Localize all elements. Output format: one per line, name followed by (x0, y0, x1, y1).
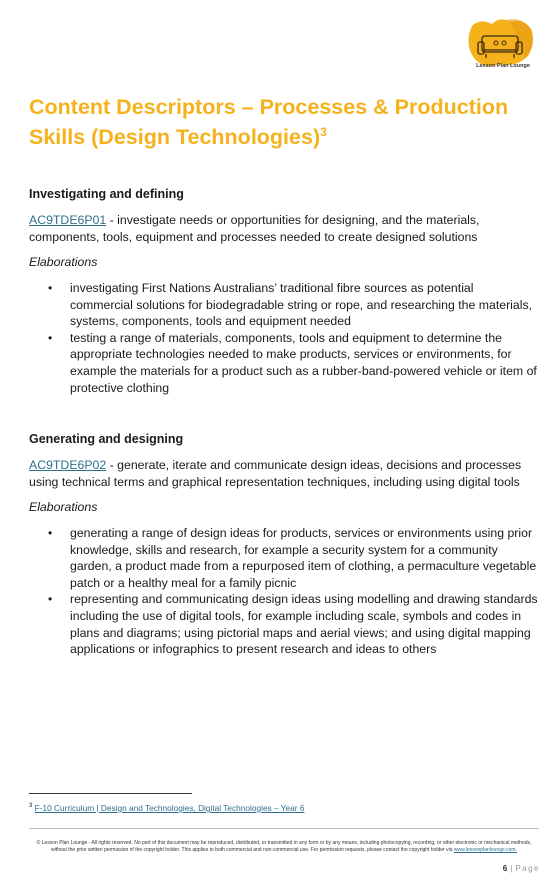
section-heading-investigating: Investigating and defining (29, 187, 184, 201)
elaborations-label: Elaborations (29, 255, 98, 269)
logo-text: Lesson Plan Lounge (476, 63, 530, 69)
list-item: • investigating First Nations Australians’ traditional fibre sources as potential commercial solutions for biodegradable string or rope, and researching the materials, systems, components, tools and equipment needed (29, 280, 539, 330)
page-separator: | (510, 864, 513, 873)
descriptor-text: - generate, iterate and communicate design ideas, decisions and processes using technical terms and graphical representation techniques, including using digital tools (29, 458, 522, 489)
footnote (29, 803, 304, 813)
footnote-divider (29, 793, 192, 794)
footnote-number: 3 (29, 803, 33, 810)
page-label: Page (515, 864, 540, 873)
elaborations-list (29, 280, 539, 396)
copyright-notice (29, 840, 539, 854)
list-item: • testing a range of materials, components, tools and equipment to determine the appropriate technologies needed to make products, services or environments, for example the materials for a product such as a rubber-band-powered vehicle or item of protective clothing (29, 330, 539, 396)
page-number (480, 864, 540, 873)
section-heading-generating: Generating and designing (29, 432, 184, 446)
page-number-value: 6 (502, 864, 508, 873)
elaborations-label: Elaborations (29, 500, 98, 514)
descriptor-generating (29, 457, 539, 491)
descriptor-code-link[interactable]: AC9TDE6P01 (29, 213, 107, 227)
descriptor-code-link[interactable]: AC9TDE6P02 (29, 458, 107, 472)
page-title (29, 92, 544, 152)
descriptor-text: - investigate needs or opportunities for designing, and the materials, components, tools, equipment and processes needed to create designed solutions (29, 213, 480, 244)
website-link[interactable]: www.lessonplanlounge.com. (453, 847, 517, 853)
footnote-link[interactable]: F-10 Curriculum | Design and Technologies, Digital Technologies – Year 6 (34, 803, 305, 813)
list-item: • generating a range of design ideas for products, services or environments using prior knowledge, skills and research, for example a security system for a community garden, a product made from a repurposed item of clothing, a permaculture vegetable patch or a healthy meal for a family picnic (29, 525, 539, 591)
descriptor-investigating (29, 212, 539, 246)
copyright-text: © Lesson Plan Lounge - All rights reserved. No part of this document may be reproduced, distributed, or transmitted in any form or by any means, including photocopying, recording, or other electronic or mechanical methods, without the prior written permission of the copyright holder. This applies to both commercial and non-commercial use. For permission requests, please contact the copyright holder via (36, 840, 532, 853)
title-footnote-ref[interactable]: 3 (320, 124, 327, 139)
list-item: • representing and communicating design ideas using modelling and drawing standards including the use of digital tools, for example including scale, symbols and codes in plans and diagrams; using pictorial maps and aerial views; and using digital mapping applications or infographics to present research and ideas to others (29, 591, 539, 657)
page-title-text: Content Descriptors – Processes & Production Skills (Design Technologies) (29, 95, 509, 149)
elaborations-list (29, 525, 539, 658)
copyright-divider (29, 828, 539, 829)
